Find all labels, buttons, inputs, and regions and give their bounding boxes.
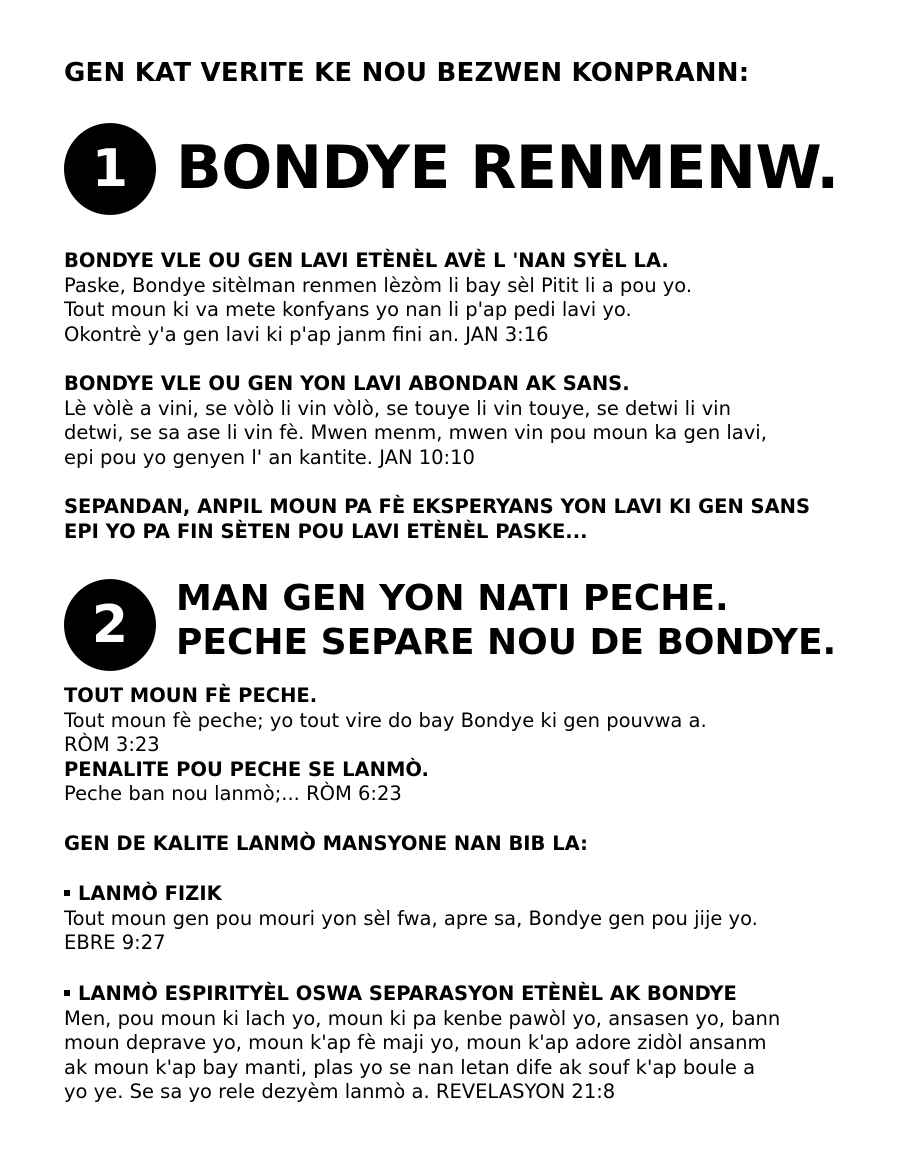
section-heading: BONDYE VLE OU GEN YON LAVI ABONDAN AK SANS. [64,372,630,395]
section-heading: PENALITE POU PECHE SE LANMÒ. [64,757,429,781]
text-line: Tout moun gen pou mouri yon sèl fwa, apre sa, Bondye gen pou jije yo. [64,906,758,930]
point-1-number: 1 [91,139,129,199]
text-line: Lè vòlè a vini, se vòlò li vin vòlò, se touye li vin touye, se detwi li vin [64,396,731,420]
bullet-icon [64,890,70,896]
point-2-title-line-2: PECHE SEPARE NOU DE BONDYE. [176,622,837,663]
section-spiritual-death [64,982,780,1105]
bullet-icon [64,990,70,996]
text-line: ak moun k'ap bay manti, plas yo se nan letan dife ak souf k'ap boule a [64,1055,756,1079]
text-line: Tout moun fè peche; yo tout vire do bay Bondye ki gen pouvwa a. [64,708,707,732]
bullet-heading [64,882,758,907]
point-2-title-line-1: MAN GEN YON NATI PECHE. [176,578,729,619]
section-heading: BONDYE VLE OU GEN LAVI ETÈNÈL AVÈ L 'NAN SYÈL LA. [64,249,669,272]
point-2-number: 2 [91,595,129,655]
text-line: detwi, se sa ase li vin fè. Mwen menm, mwen vin pou moun ka gen lavi, [64,421,767,444]
bullet-heading-text: LANMÒ ESPIRITYÈL OSWA SEPARASYON ETÈNÈL AK BONDYE [78,982,737,1005]
text-line: Okontrè y'a gen lavi ki p'ap janm fini an. JAN 3:16 [64,322,549,346]
text-line: RÒM 3:23 [64,733,160,756]
point-2-title [176,577,836,665]
bullet-heading [64,982,780,1007]
text-line: Men, pou moun ki lach yo, moun ki pa kenbe pawòl yo, ansasen yo, bann [64,1006,781,1030]
section-transition [64,495,810,544]
text-line: epi pou yo genyen l' an kantite. JAN 10:10 [64,445,475,469]
point-1-title: BONDYE RENMENW. [176,133,839,203]
text-line: moun deprave yo, moun k'ap fè maji yo, moun k'ap adore zidòl ansanm [64,1031,767,1054]
section-two-deaths-intro [64,832,588,857]
text-line: yo ye. Se sa yo rele dezyèm lanmò a. REVELASYON 21:8 [64,1080,616,1103]
text-line: Tout moun ki va mete konfyans yo nan li p'ap pedi lavi yo. [64,298,632,321]
section-heading: TOUT MOUN FÈ PECHE. [64,684,318,707]
section-heading: GEN DE KALITE LANMÒ MANSYONE NAN BIB LA: [64,832,588,855]
text-line: Paske, Bondye sitèlman renmen lèzòm li bay sèl Pitit li a pou yo. [64,273,693,297]
section-god-wants-eternal-life [64,249,692,347]
point-2-badge [64,579,156,671]
section-all-sinned [64,684,707,807]
point-1-badge [64,123,156,215]
section-physical-death [64,882,758,956]
text-line: EPI YO PA FIN SÈTEN POU LAVI ETÈNÈL PASKE... [64,519,588,543]
text-line: EBRE 9:27 [64,931,166,954]
bullet-heading-text: LANMÒ FIZIK [78,882,222,905]
text-line: SEPANDAN, ANPIL MOUN PA FÈ EKSPERYANS YON LAVI KI GEN SANS [64,495,811,518]
text-line: Peche ban nou lanmò;... RÒM 6:23 [64,782,402,805]
main-heading: GEN KAT VERITE KE NOU BEZWEN KONPRANN: [64,58,750,88]
section-god-wants-abundant-life [64,372,767,470]
